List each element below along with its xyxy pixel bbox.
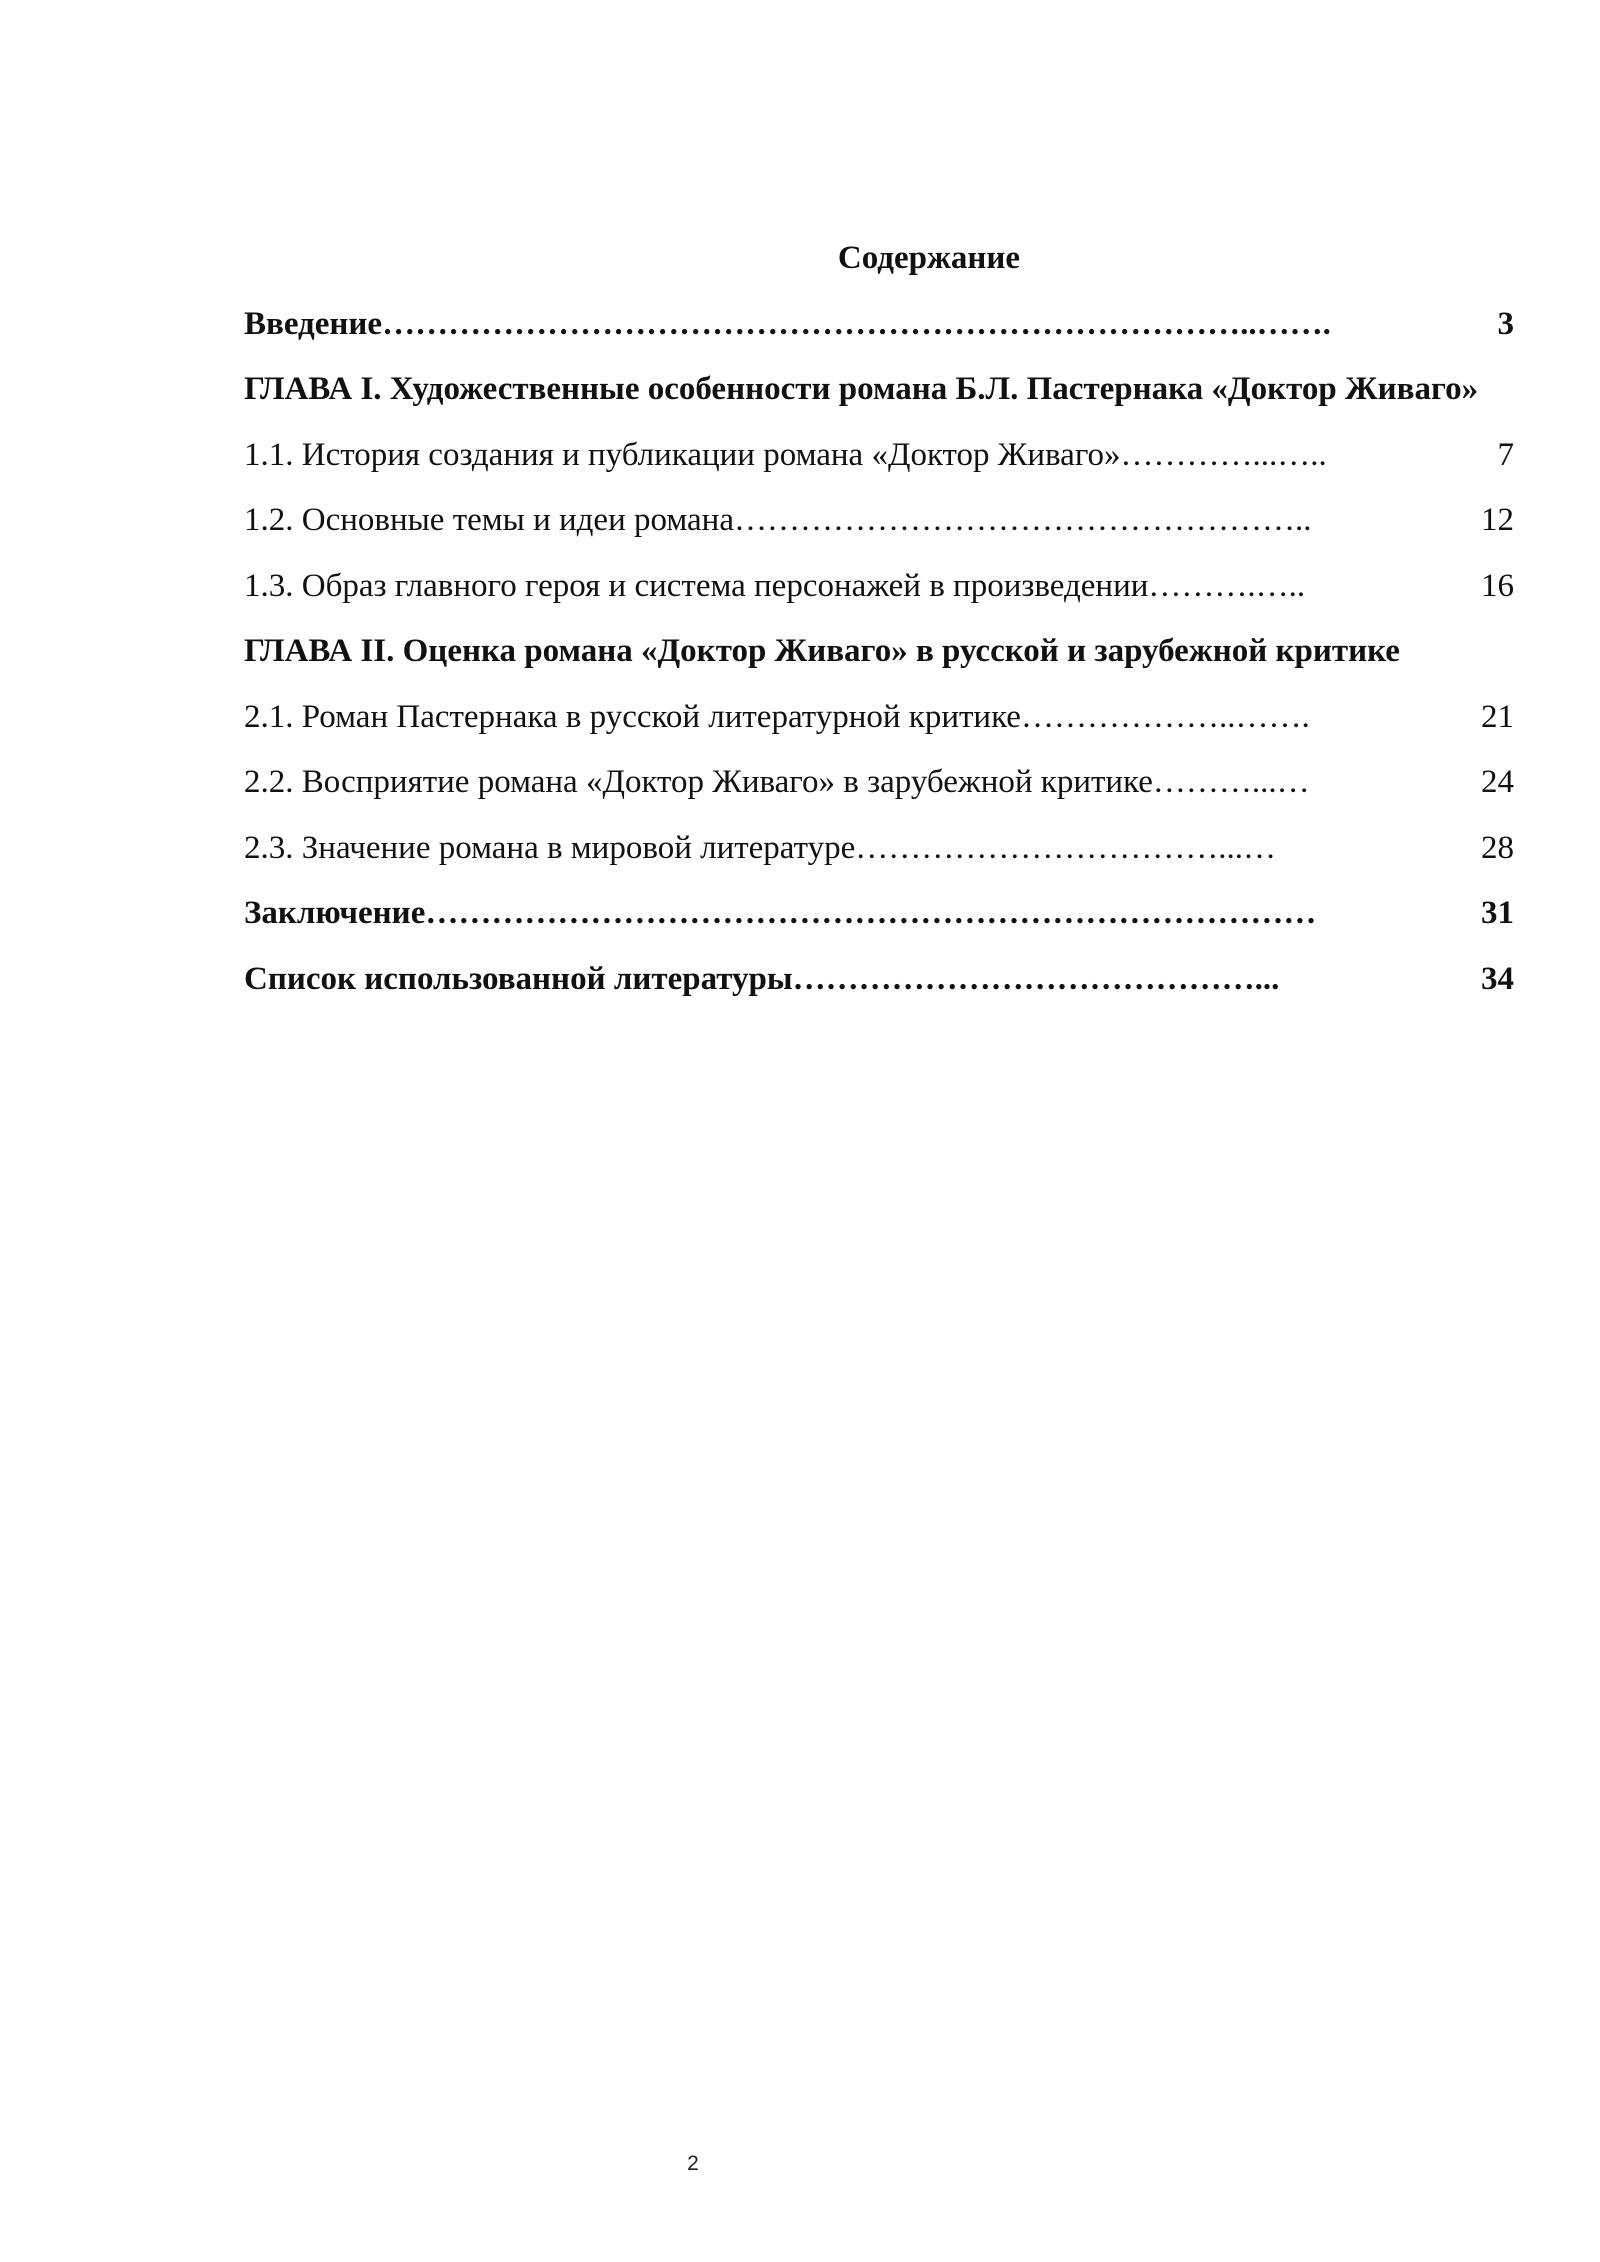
toc-page-number: 34 <box>1481 960 1514 997</box>
toc-chapter-2-heading[interactable]: ГЛАВА II. Оценка романа «Доктор Живаго» в русской и зарубежной критике <box>244 633 1400 669</box>
toc-entry-label: 2.3. Значение романа в мировой литературе <box>244 829 856 866</box>
toc-leader-dots: ………………..……. <box>1020 698 1310 735</box>
toc-leader-dots: ……….….. <box>1148 567 1306 604</box>
toc-entry-label: Введение <box>244 305 383 342</box>
toc-page-number: 7 <box>1497 436 1514 473</box>
toc-entry-label: Список использованной литературы <box>244 960 793 997</box>
toc-page-number: 16 <box>1481 567 1514 604</box>
toc-entry-1-3[interactable] <box>244 554 1514 620</box>
toc-entry-introduction[interactable] <box>244 292 1514 358</box>
toc-leader-dots: …………...….. <box>1120 436 1327 473</box>
toc-page-number: 12 <box>1481 502 1514 538</box>
toc-entry-1-1[interactable] <box>244 423 1514 489</box>
toc-entry-2-1[interactable] <box>244 685 1514 751</box>
toc-leader-dots: …………………………………………….. <box>733 502 1312 538</box>
toc-title: Содержание <box>837 240 1021 276</box>
toc-page-number: 3 <box>1497 305 1514 342</box>
footer-page-number: 2 <box>687 2152 699 2175</box>
toc-leader-dots: ……………………………...… <box>855 829 1276 866</box>
toc-page-number: 31 <box>1481 895 1514 931</box>
toc-entry-1-2[interactable] <box>244 488 1514 554</box>
toc-entry-label: 1.2. Основные темы и идеи романа <box>244 502 734 538</box>
toc-page-number: 28 <box>1481 829 1514 866</box>
toc-page-number: 21 <box>1481 698 1514 735</box>
toc-chapter-1-heading[interactable]: ГЛАВА I. Художественные особенности романа Б.Л. Пастернака «Доктор Живаго» <box>244 371 1479 407</box>
toc-entry-2-2[interactable] <box>244 750 1514 816</box>
toc-entry-label: 1.3. Образ главного героя и система персонажей в произведении <box>244 567 1149 604</box>
toc-entry-label: 2.1. Роман Пастернака в русской литературной критике <box>244 698 1021 735</box>
toc-page-number: 24 <box>1481 764 1514 800</box>
toc-leader-dots: ……………………………………... <box>792 960 1280 997</box>
table-of-contents <box>244 226 1514 1012</box>
toc-leader-dots: ……………………………………………………………………..……. <box>382 305 1331 342</box>
toc-leader-dots: ………...… <box>1152 764 1310 800</box>
toc-entry-2-3[interactable] <box>244 816 1514 882</box>
toc-entry-label: 1.1. История создания и публикации романа «Доктор Живаго» <box>244 436 1121 473</box>
toc-entry-bibliography[interactable] <box>244 947 1514 1013</box>
toc-leader-dots: ……………………………………………………………………… <box>425 895 1317 931</box>
toc-entry-label: Заключение <box>244 895 426 931</box>
toc-entry-label: 2.2. Восприятие романа «Доктор Живаго» в зарубежной критике <box>244 764 1153 800</box>
toc-entry-conclusion[interactable] <box>244 881 1514 947</box>
